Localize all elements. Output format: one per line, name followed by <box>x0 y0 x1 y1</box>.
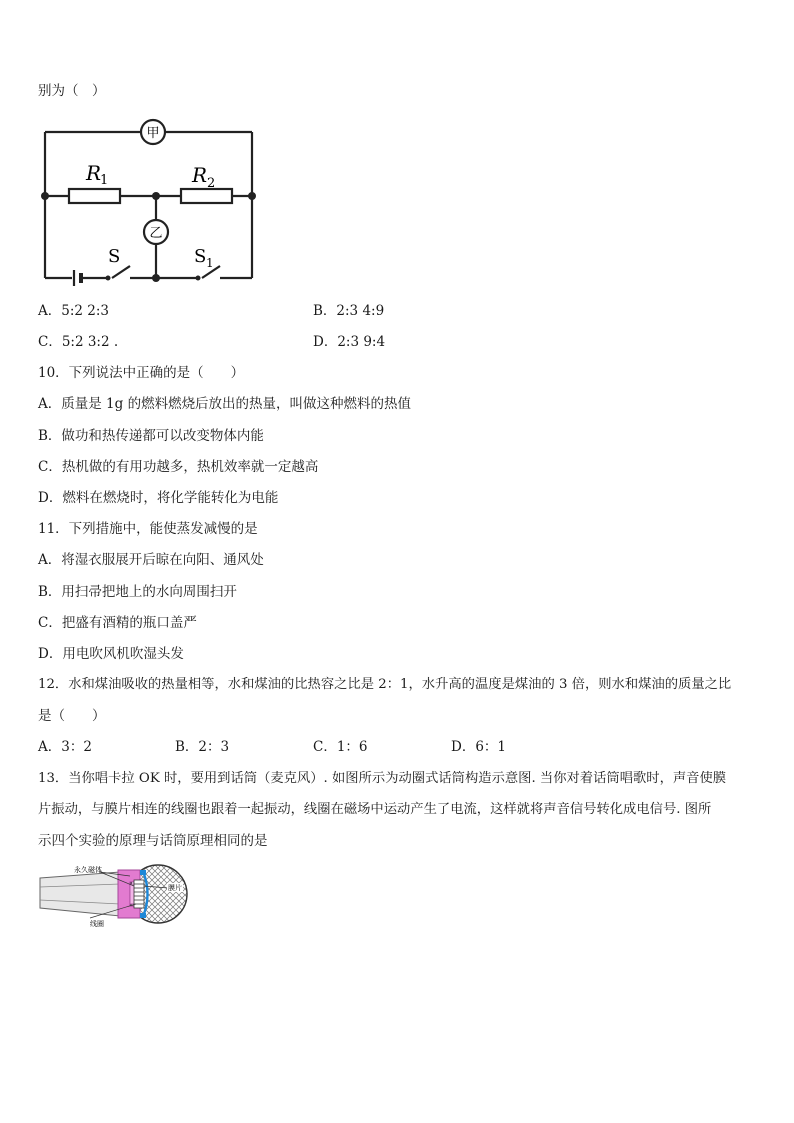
question-11-stem: 11．下列措施中，能使蒸发减慢的是 <box>38 521 258 537</box>
q11-option-a: A．将湿衣服展开后晾在向阳、通风处 <box>38 552 264 568</box>
r1-label: R <box>86 161 102 185</box>
switch-s-label: S <box>108 246 121 267</box>
q9-option-b: B．2:3 4:9 <box>313 303 385 319</box>
question-10-stem: 10．下列说法中正确的是（ ） <box>38 365 245 381</box>
question-9-stem-tail: 别为（ ） <box>38 83 106 99</box>
q10-option-a: A．质量是 1g 的燃料燃烧后放出的热量，叫做这种燃料的热值 <box>38 396 412 412</box>
q10-option-c: C．热机做的有用功越多，热机效率就一定越高 <box>38 459 319 475</box>
q9-option-d: D．2:3 9:4 <box>313 334 386 350</box>
q9-option-c: C．5:2 3:2 . <box>38 334 119 350</box>
q11-option-d: D．用电吹风机吹湿头发 <box>38 646 184 662</box>
switch-s1-label: S <box>194 246 207 267</box>
q12-option-d: D．6：1 <box>451 739 507 755</box>
q10-option-b: B．做功和热传递都可以改变物体内能 <box>38 428 264 444</box>
r2-subscript: 2 <box>207 176 216 191</box>
q10-option-d: D．燃料在燃烧时，将化学能转化为电能 <box>38 490 279 506</box>
question-12-stem-line2: 是（ ） <box>38 708 106 724</box>
switch-s1-subscript: 1 <box>206 256 214 270</box>
circuit-diagram <box>36 116 262 286</box>
q12-option-b: B．2：3 <box>175 739 230 755</box>
question-13-line1: 13．当你唱卡拉 OK 时，要用到话筒（麦克风）. 如图所示为动圈式话筒构造示意图. 当你对着话筒唱歌时，声音使膜 <box>38 771 727 786</box>
mic-magnet-label: 永久磁体 <box>74 866 102 874</box>
mic-diaphragm-label: 膜片 <box>168 884 182 892</box>
q9-option-a: A．5:2 2:3 <box>38 303 109 319</box>
mic-coil-label: 线圈 <box>90 920 104 928</box>
question-13-line3: 示四个实验的原理与话筒原理相同的是 <box>38 833 268 849</box>
r2-label: R <box>192 163 208 187</box>
question-13-line2: 片振动，与膜片相连的线圈也跟着一起振动，线圈在磁场中运动产生了电流，这样就将声音信号转化成电信号. 图所 <box>38 802 712 817</box>
q12-option-a: A．3：2 <box>38 739 92 755</box>
question-12-stem-line1: 12．水和煤油吸收的热量相等，水和煤油的比热容之比是 2：1，水升高的温度是煤油的 3 倍，则水和煤油的质量之比 <box>38 677 732 692</box>
q11-option-b: B．用扫帚把地上的水向周围扫开 <box>38 584 237 600</box>
meter-jia-label: 甲 <box>146 126 160 141</box>
r1-subscript: 1 <box>100 173 109 188</box>
q11-option-c: C．把盛有酒精的瓶口盖严 <box>38 615 197 631</box>
meter-yi-label: 乙 <box>149 226 163 241</box>
microphone-diagram <box>38 862 190 930</box>
q12-option-c: C．1：6 <box>313 739 368 755</box>
